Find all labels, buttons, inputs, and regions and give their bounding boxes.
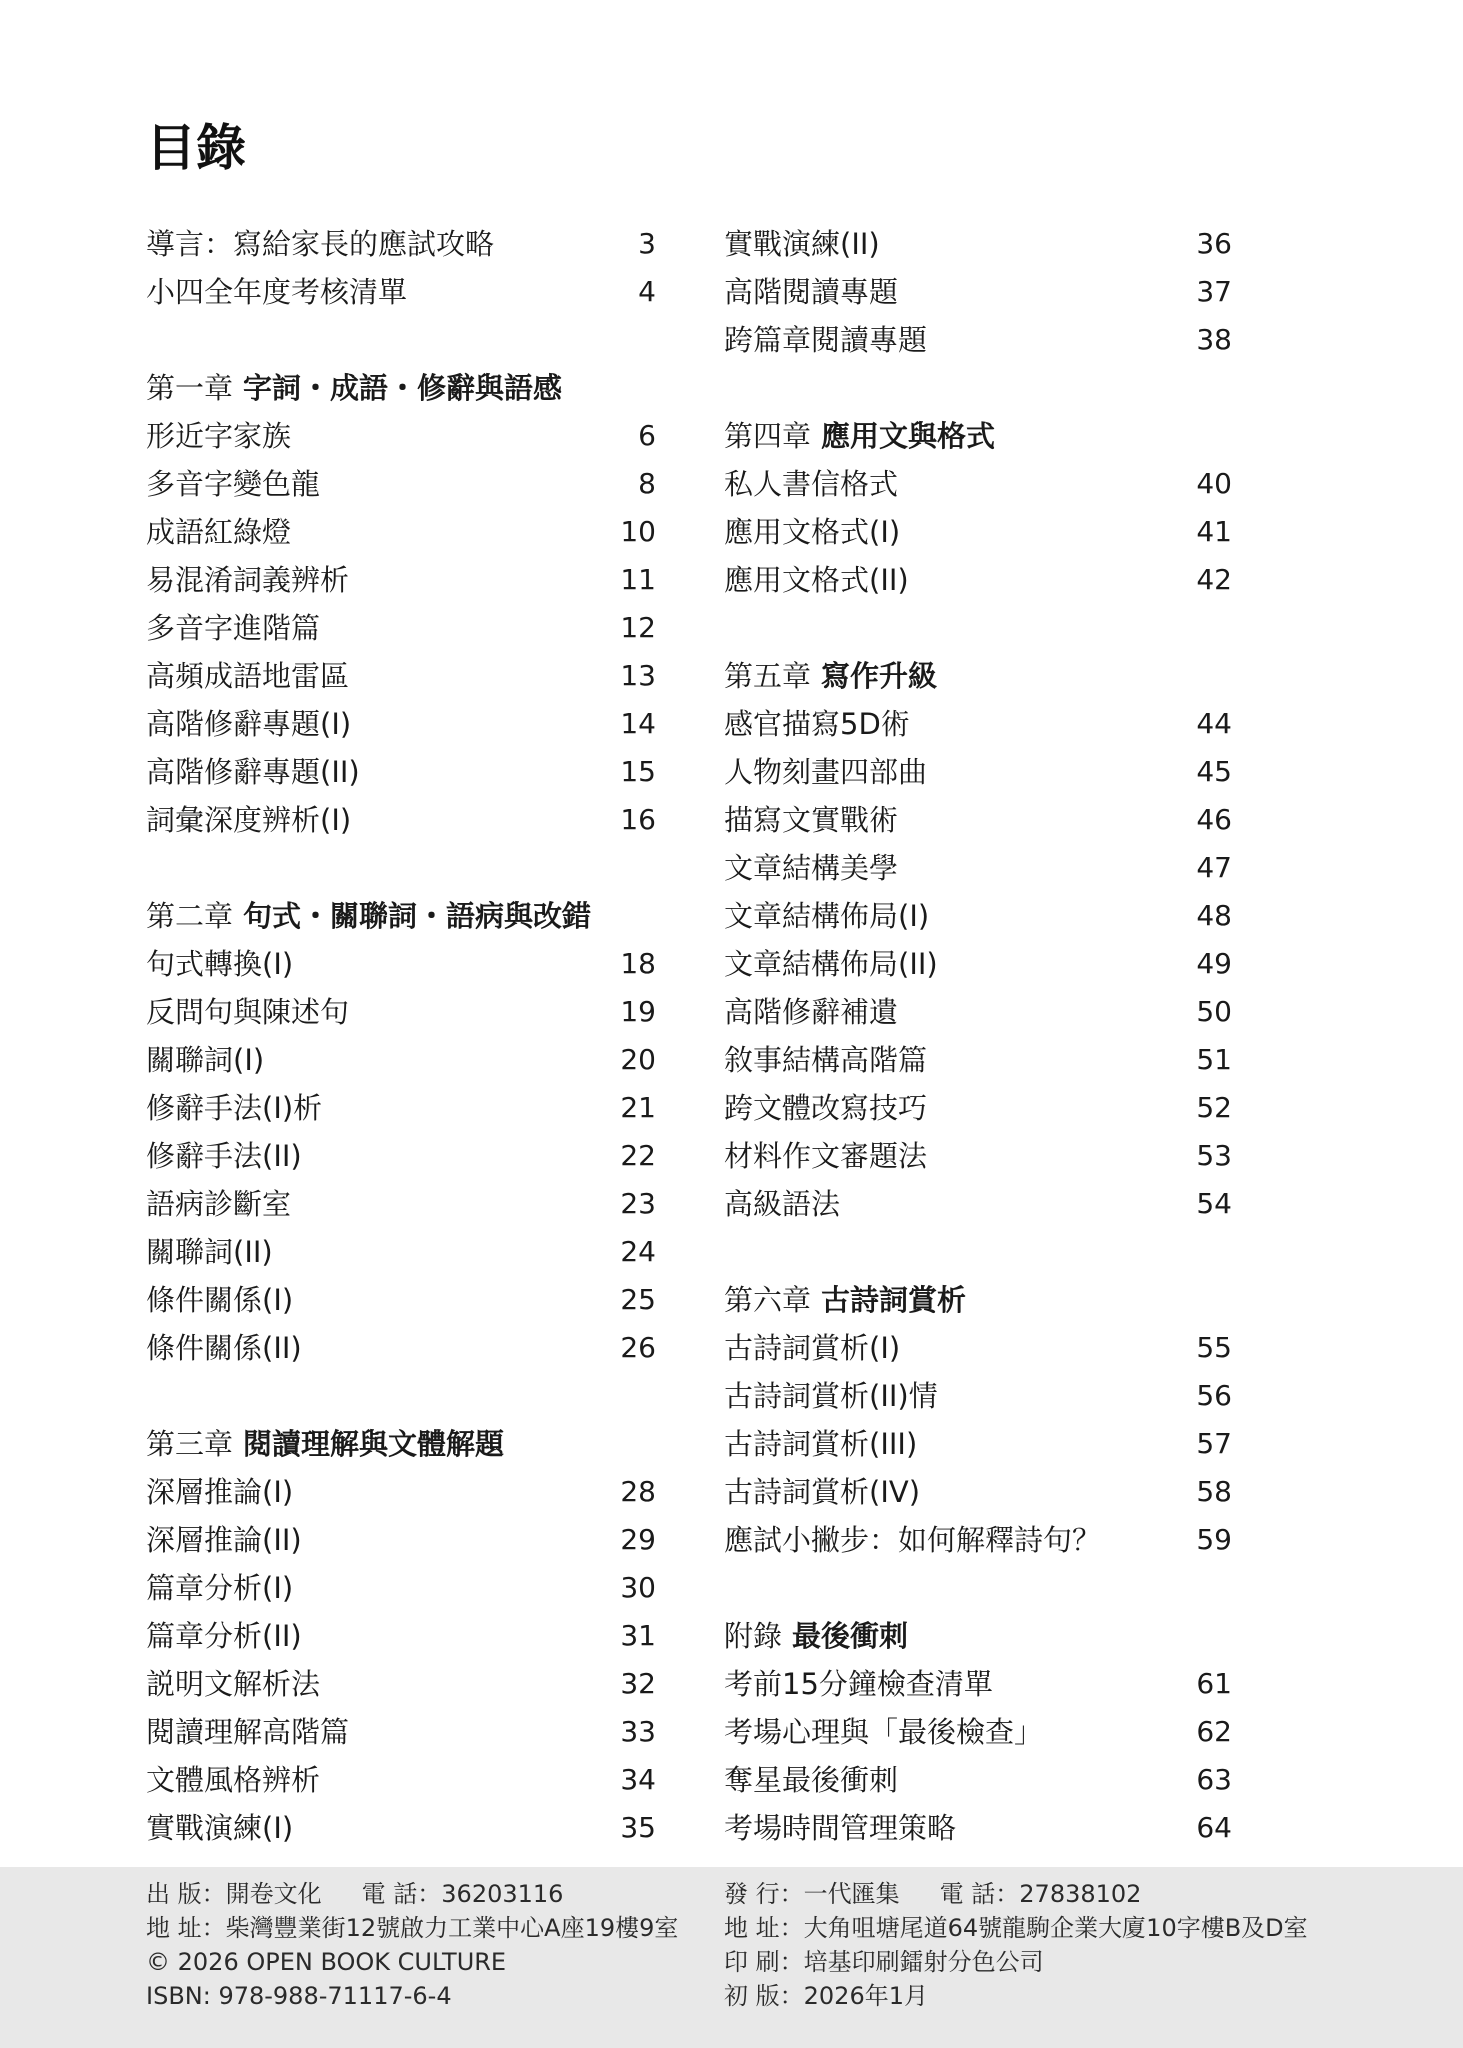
toc-entry (146, 412, 656, 460)
toc-page-number: 45 (1196, 755, 1232, 788)
toc-page-number: 14 (620, 707, 656, 740)
footer-value: 大角咀塘尾道64號龍駒企業大廈10字樓B及D室 (803, 1914, 1308, 1942)
toc-entry (724, 1660, 1232, 1708)
toc-entry (724, 1132, 1232, 1180)
toc-page-number: 15 (620, 755, 656, 788)
toc-page-number: 26 (620, 1331, 656, 1364)
toc-page-number: 58 (1196, 1475, 1232, 1508)
toc-entry (146, 1180, 656, 1228)
toc-page-number: 28 (620, 1475, 656, 1508)
toc-entry-title: 實戰演練(II) (724, 227, 880, 261)
toc-entry-title: 易混淆詞義辨析 (146, 563, 350, 597)
footer-label: 電 話： (939, 1880, 1020, 1908)
toc-entry-title: 描寫文實戰術 (724, 803, 899, 837)
toc-entry (146, 1804, 656, 1852)
toc-entry-title: 成語紅綠燈 (146, 515, 292, 549)
footer-label: 電 話： (361, 1880, 442, 1908)
toc-entry-title: 實戰演練(I) (146, 1811, 294, 1845)
chapter-label: 第一章 (146, 371, 234, 405)
toc-page-number: 37 (1196, 275, 1232, 308)
toc-entry (724, 700, 1232, 748)
toc-page-number: 10 (620, 515, 656, 548)
toc-entry (724, 1756, 1232, 1804)
toc-entry (146, 1756, 656, 1804)
toc-entry (146, 1228, 656, 1276)
footer-value: 柴灣豐業街12號啟力工業中心A座19樓9室 (225, 1914, 679, 1942)
section-spacer (146, 316, 656, 364)
toc-entry (724, 1036, 1232, 1084)
toc-page-number: 4 (638, 275, 656, 308)
toc-page-number: 12 (620, 611, 656, 644)
toc-entry (146, 1516, 656, 1564)
toc-entry (724, 844, 1232, 892)
chapter-title: 句式・關聯詞・語病與改錯 (243, 899, 592, 933)
toc-entry-title: 人物刻畫四部曲 (724, 755, 928, 789)
chapter-label: 第六章 (724, 1283, 812, 1317)
toc-page-number: 32 (620, 1667, 656, 1700)
toc-entry (146, 1324, 656, 1372)
toc-entry-title: 多音字進階篇 (146, 611, 321, 645)
toc-entry-title: 考場心理與「最後檢查」 (724, 1715, 1044, 1749)
toc-page-number: 22 (620, 1139, 656, 1172)
toc-entry-title: 古詩詞賞析(II)情 (724, 1379, 938, 1413)
toc-page-number: 31 (620, 1619, 656, 1652)
toc-page-number: 57 (1196, 1427, 1232, 1460)
toc-page-number: 36 (1196, 227, 1232, 260)
chapter-label: 第四章 (724, 419, 812, 453)
toc-entry-title: 高階修辭專題(I) (146, 707, 352, 741)
toc-page-number: 64 (1196, 1811, 1232, 1844)
toc-page-number: 24 (620, 1235, 656, 1268)
toc-entry (724, 268, 1232, 316)
toc-page-number: 48 (1196, 899, 1232, 932)
chapter-title: 寫作升級 (821, 659, 938, 693)
toc-entry-title: 跨文體改寫技巧 (724, 1091, 928, 1125)
toc-entry (724, 940, 1232, 988)
toc-entry (724, 316, 1232, 364)
footer-line (146, 1945, 678, 1979)
footer-value: 2026年1月 (803, 1982, 928, 2010)
toc-entry-title: 應用文格式(I) (724, 515, 901, 549)
toc-entry-title: 詞彙深度辨析(I) (146, 803, 352, 837)
chapter-title: 字詞・成語・修辭與語感 (243, 371, 563, 405)
toc-page-number: 35 (620, 1811, 656, 1844)
toc-entry-title: 文體風格辨析 (146, 1763, 321, 1797)
toc-entry (724, 892, 1232, 940)
toc-entry (724, 508, 1232, 556)
toc-entry-title: 條件關係(I) (146, 1283, 294, 1317)
toc-entry-title: 奪星最後衝刺 (724, 1763, 899, 1797)
toc-entry-title: 説明文解析法 (146, 1667, 321, 1701)
chapter-heading (146, 892, 656, 940)
toc-entry (724, 1516, 1232, 1564)
page-title: 目錄 (146, 119, 246, 177)
toc-page-number: 38 (1196, 323, 1232, 356)
toc-page-number: 51 (1196, 1043, 1232, 1076)
toc-page-number: 46 (1196, 803, 1232, 836)
toc-entry (146, 652, 656, 700)
footer-label: 發 行： (724, 1880, 804, 1908)
footer-right-column (724, 1877, 1308, 2013)
toc-entry-title: 文章結構佈局(I) (724, 899, 930, 933)
footer-left-column (146, 1877, 678, 2013)
footer-label: 印 刷： (724, 1948, 804, 1976)
toc-page-number: 61 (1196, 1667, 1232, 1700)
footer-value: 開卷文化 (225, 1880, 322, 1908)
toc-page-number: 13 (620, 659, 656, 692)
chapter-heading (724, 1276, 1232, 1324)
toc-page-number: 44 (1196, 707, 1232, 740)
toc-entry (724, 460, 1232, 508)
toc-entry-title: 條件關係(II) (146, 1331, 302, 1365)
toc-entry-title: 反問句與陳述句 (146, 995, 350, 1029)
footer-line (146, 1877, 678, 1911)
toc-page-number: 11 (620, 563, 656, 596)
toc-entry (724, 1324, 1232, 1372)
toc-right-column (724, 220, 1232, 1852)
toc-entry-title: 文章結構美學 (724, 851, 899, 885)
footer-line (146, 1911, 678, 1945)
toc-page-number: 40 (1196, 467, 1232, 500)
toc-entry (724, 1708, 1232, 1756)
footer-label: 地 址： (724, 1914, 804, 1942)
section-spacer (724, 604, 1232, 652)
toc-entry (146, 556, 656, 604)
toc-left-column (146, 220, 656, 1852)
toc-entry-title: 形近字家族 (146, 419, 292, 453)
chapter-heading (146, 1420, 656, 1468)
toc-page-number: 30 (620, 1571, 656, 1604)
toc-page-number: 6 (638, 419, 656, 452)
toc-entry-title: 深層推論(II) (146, 1523, 302, 1557)
toc-entry-title: 應用文格式(II) (724, 563, 909, 597)
footer-value: ISBN: 978-988-71117-6-4 (146, 1982, 452, 2010)
toc-entry-title: 文章結構佈局(II) (724, 947, 938, 981)
toc-page-number: 54 (1196, 1187, 1232, 1220)
toc-page-number: 63 (1196, 1763, 1232, 1796)
toc-entry-title: 語病診斷室 (146, 1187, 292, 1221)
toc-entry (724, 1084, 1232, 1132)
toc-entry (724, 556, 1232, 604)
section-spacer (146, 844, 656, 892)
toc-entry-title: 句式轉換(I) (146, 947, 294, 981)
toc-page-number: 19 (620, 995, 656, 1028)
toc-page-number: 16 (620, 803, 656, 836)
toc-entry (146, 1564, 656, 1612)
footer-label: 出 版： (146, 1880, 226, 1908)
toc-entry (146, 1468, 656, 1516)
chapter-label: 附錄 (724, 1619, 783, 1653)
footer-value: © 2026 OPEN BOOK CULTURE (146, 1948, 507, 1976)
toc-page-number: 20 (620, 1043, 656, 1076)
section-spacer (724, 1564, 1232, 1612)
toc-entry-title: 多音字變色龍 (146, 467, 321, 501)
toc-entry (724, 1804, 1232, 1852)
toc-entry-title: 修辭手法(II) (146, 1139, 302, 1173)
toc-page-number: 33 (620, 1715, 656, 1748)
toc-entry (724, 220, 1232, 268)
toc-entry (724, 1372, 1232, 1420)
footer-value: 培基印刷鐳射分色公司 (803, 1948, 1044, 1976)
toc-entry-title: 深層推論(I) (146, 1475, 294, 1509)
toc-page-number: 56 (1196, 1379, 1232, 1412)
toc-entry (724, 1468, 1232, 1516)
toc-entry (146, 1660, 656, 1708)
toc-entry-title: 小四全年度考核清單 (146, 275, 408, 309)
toc-entry-title: 高頻成語地雷區 (146, 659, 350, 693)
toc-entry (146, 796, 656, 844)
toc-page-number: 21 (620, 1091, 656, 1124)
toc-page-number: 29 (620, 1523, 656, 1556)
toc-page-number: 3 (638, 227, 656, 260)
footer-line (724, 1877, 1308, 1911)
footer-label: 初 版： (724, 1982, 804, 2010)
toc-page-number: 53 (1196, 1139, 1232, 1172)
toc-entry (724, 1420, 1232, 1468)
toc-page-number: 8 (638, 467, 656, 500)
toc-page-number: 52 (1196, 1091, 1232, 1124)
toc-entry-title: 古詩詞賞析(IV) (724, 1475, 921, 1509)
toc-entry-title: 高階修辭專題(II) (146, 755, 360, 789)
toc-entry (146, 1276, 656, 1324)
toc-entry (146, 268, 656, 316)
toc-entry (724, 1180, 1232, 1228)
chapter-title: 應用文與格式 (821, 419, 996, 453)
footer-label: 地 址： (146, 1914, 226, 1942)
toc-entry-title: 古詩詞賞析(III) (724, 1427, 918, 1461)
toc-page-number: 41 (1196, 515, 1232, 548)
toc-entry-title: 篇章分析(II) (146, 1619, 302, 1653)
footer-line (146, 1979, 678, 2013)
toc-entry-title: 高級語法 (724, 1187, 841, 1221)
chapter-heading (724, 652, 1232, 700)
chapter-heading (724, 412, 1232, 460)
footer-line (724, 1911, 1308, 1945)
toc-entry-title: 篇章分析(I) (146, 1571, 294, 1605)
section-spacer (724, 364, 1232, 412)
chapter-heading (724, 1612, 1232, 1660)
toc-entry-title: 跨篇章閱讀專題 (724, 323, 928, 357)
section-spacer (724, 1228, 1232, 1276)
footer-value: 36203116 (441, 1880, 564, 1908)
toc-entry (146, 1708, 656, 1756)
toc-entry-title: 修辭手法(I)析 (146, 1091, 323, 1125)
toc-entry-title: 感官描寫5D術 (724, 707, 910, 741)
section-spacer (146, 1372, 656, 1420)
toc-entry (146, 1612, 656, 1660)
toc-page-number: 23 (620, 1187, 656, 1220)
toc-entry (724, 796, 1232, 844)
toc-entry-title: 古詩詞賞析(I) (724, 1331, 901, 1365)
toc-entry (146, 460, 656, 508)
toc-page-number: 47 (1196, 851, 1232, 884)
toc-entry (146, 1036, 656, 1084)
chapter-label: 第三章 (146, 1427, 234, 1461)
toc-entry-title: 關聯詞(II) (146, 1235, 273, 1269)
toc-entry (146, 748, 656, 796)
toc-entry-title: 應試小撇步：如何解釋詩句？ (724, 1523, 1102, 1557)
toc-entry (146, 220, 656, 268)
toc-page-number: 42 (1196, 563, 1232, 596)
chapter-label: 第五章 (724, 659, 812, 693)
chapter-label: 第二章 (146, 899, 234, 933)
toc-entry (146, 508, 656, 556)
toc-entry-title: 材料作文審題法 (724, 1139, 928, 1173)
toc-entry-title: 高階修辭補遺 (724, 995, 899, 1029)
toc-page-number: 62 (1196, 1715, 1232, 1748)
publication-info-footer (0, 1867, 1463, 2048)
footer-line (724, 1979, 1308, 2013)
toc-entry-title: 私人書信格式 (724, 467, 899, 501)
chapter-heading (146, 364, 656, 412)
toc-entry-title: 導言：寫給家長的應試攻略 (146, 227, 495, 261)
toc-page-number: 49 (1196, 947, 1232, 980)
toc-page-number: 50 (1196, 995, 1232, 1028)
toc-page-number: 34 (620, 1763, 656, 1796)
toc-entry-title: 敘事結構高階篇 (724, 1043, 928, 1077)
toc-entry (724, 748, 1232, 796)
toc-entry (146, 604, 656, 652)
toc-entry (146, 1132, 656, 1180)
toc-page-number: 55 (1196, 1331, 1232, 1364)
chapter-title: 最後衝刺 (792, 1619, 909, 1653)
footer-line (724, 1945, 1308, 1979)
footer-value: 一代匯集 (803, 1880, 900, 1908)
chapter-title: 閱讀理解與文體解題 (243, 1427, 505, 1461)
toc-entry (724, 988, 1232, 1036)
footer-value: 27838102 (1019, 1880, 1142, 1908)
toc-entry-title: 考場時間管理策略 (724, 1811, 957, 1845)
toc-page-number: 59 (1196, 1523, 1232, 1556)
toc-page-number: 18 (620, 947, 656, 980)
toc-page-number: 25 (620, 1283, 656, 1316)
toc-entry-title: 閱讀理解高階篇 (146, 1715, 350, 1749)
toc-entry-title: 考前15分鐘檢查清單 (724, 1667, 993, 1701)
toc-entry (146, 1084, 656, 1132)
toc-entry (146, 988, 656, 1036)
toc-entry (146, 700, 656, 748)
chapter-title: 古詩詞賞析 (821, 1283, 967, 1317)
toc-entry-title: 關聯詞(I) (146, 1043, 265, 1077)
toc-entry (146, 940, 656, 988)
toc-entry-title: 高階閱讀專題 (724, 275, 899, 309)
